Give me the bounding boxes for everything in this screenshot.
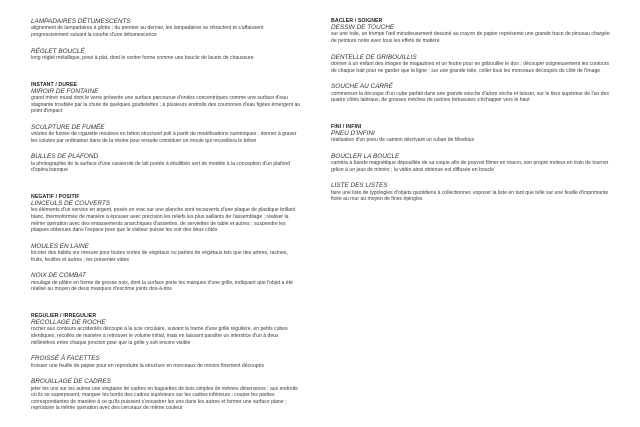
entry (31, 18, 301, 39)
section-negatif-positif (31, 194, 301, 293)
entry-body: grand miroir mural dont le verre présente une surface parcourue d'ondes concentriques comme une surface d'eau stagnante troublée par la chute de quelques gouttelettes ; à plusieurs endroits des couronnes d'eau figées émergent au point d'impact (31, 95, 301, 115)
entry-title: SCULPTURE DE FUMÉE (31, 123, 105, 131)
entry-body: long réglet métallique, posé à plat, dont le centre forme comme une boucle de lacets de chaussure (31, 55, 254, 61)
entry-body: donner à un enfant des images de magazines et un feutre pour en gribouiller le dos ; découper soigneusement les contours de chaque trait pour ne garder que la ligne ; sur une grande toile, coller tous les morceaux découpés du côté de l'image (331, 61, 610, 74)
section-fini-infini (331, 124, 611, 203)
entry-body: sur une toile, un trompe l'œil minutieusement dessiné au crayon de papier représente une grande trace de pinceau chargée de peinture noire avec tous les effets de matière (331, 31, 610, 44)
entry-body: jeter les uns sur les autres une vingtaine de cadres en baguettes de bois simples de mêmes dimensions ; aux endroits où ils se superposent, marquer les bords des cadres supérieurs sur les cadres inférieurs ; couper les parties correspondantes de manière à ce qu'ils puissent s'encastrer les uns dans les autres et former une surface plane ; reproduire la même opération avec des cerceaux de même couleur (31, 385, 298, 412)
entry-title: BROUILLAGE DE CADRES (31, 378, 111, 386)
section-heading: REGULIER / IRREGULIER (31, 312, 97, 319)
entry-title: PNEU D'INFINI (331, 129, 375, 137)
section-heading: NEGATIF / POSITIF (31, 193, 80, 200)
entry (31, 48, 301, 62)
entry-title: SOUCHE AU CARRÉ (331, 83, 393, 91)
section-spacer (31, 302, 301, 313)
entry-body: commencer la découpe d'un cube parfait dans une grande souche d'arbre sèche et laisser, sur le tiers supérieur de l'un des quatre côtés latéraux, de grosses mèches de racines tortueuses s'échapper vers le haut (331, 90, 609, 104)
entry-title: FROISSÉ À FACETTES (31, 355, 100, 363)
entry-title: LISTE DES LISTES (331, 182, 388, 190)
entry-body: moulage de plâtre en forme de grosse noix, dont la surface porte les marques d'une grille, indiquant que l'objet a été réalisé au moyen de deux masques d'escrime joints dos-à-dos (31, 279, 293, 293)
right-column (331, 18, 611, 212)
entry-title: RÉGLET BOUCLÉ (31, 47, 85, 55)
entry-body: réalisation d'un pneu de camion décrivant un ruban de Moebius (331, 137, 475, 144)
section-heading: BACLER / SOIGNER (331, 18, 383, 24)
entry-body: caméra à bande magnétique dépouillée de sa coque afin de pouvoir filmer en macro, son propre moteur en train de tourner grâce à un jeux de miroirs ; la vidéo ainsi obtenue est diffusée en boucle (331, 160, 609, 173)
entry-title: MIROIR DE FONTAINE (31, 87, 99, 95)
section-spacer (331, 113, 611, 124)
entry-title: RECOLLAGE DE ROCHE (31, 318, 106, 326)
entry-title: NOIX DE COMBAT (31, 272, 86, 280)
section-spacer (31, 183, 301, 194)
entry-body: rocher aux contours accidentés découpé à la scie circulaire, suivant la trame d'une grille régulière, en petits cubes identiques, recollés de manière à retrouver le volume initial, mais en laissant paraître un interstice d'un à deux millimètres entre chaque jonction pour que la grille y soit encore visible (31, 326, 288, 346)
entry-body: les éléments d'un service en argent, posés en vrac sur une planche sont recouverts d'une plaque de plastique brillant blanc, thermoformée de manière à épouser avec précision les reliefs les plus saillants de l'assemblage ; réaliser la même opération avec des entassements anarchiques d'assiettes, de serviettes de table et autres ; suspendre les plaques obtenues dans l'espace pour que le visiteur puisse les voir des deux côtés (31, 207, 296, 234)
entry-body: alignement de lampadaires à globe ; du premier au dernier, les lampadaires se rétractent et s'affaissent progressivement suivant la courbe d'une détumescence (31, 25, 264, 38)
section-spacer (31, 71, 301, 82)
section-regulier-irregulier (31, 313, 301, 412)
entry-body: faire une liste de typologies d'objets quotidiens à collectionner, exposer la liste en tant que telle sur une feuille d'imprimante fixée au mur au moyen de fines épingles (331, 189, 609, 203)
entry-title: LINCEULS DE COUVERTS (31, 199, 111, 207)
section-heading: INSTANT / DUREE (31, 81, 78, 88)
entry-title: MOULES EN LAINE (31, 242, 89, 250)
entry-title: LAMPADAIRES DÉTUMESCENTS (31, 18, 131, 25)
entry-body: la photographie de la surface d'une casserole de lait portée à ébullition sert de modèle à la conception d'un plafond d'opéra baroque (31, 160, 291, 174)
section-bacler-soigner (331, 18, 611, 104)
entry-body: volutes de fumée de cigarette moulées en béton structurel poli à partir de modélisations numériques ; donner à graver les volutes par ordinateur dans de la résine pour ensuite constituer un moule qui recueillera le béton (31, 131, 297, 144)
entry-title: BULLES DE PLAFOND (31, 153, 99, 161)
entry-title: BOUCLER LA BOUCLE (331, 152, 400, 160)
section-instant-duree (31, 82, 301, 174)
entry-title: DESSIN DE TOUCHE (331, 24, 395, 31)
entry-body: froisser une feuille de papier pour en reproduire la structure en morceaux de miroirs finement découpés (31, 362, 265, 369)
entry-title: DENTELLE DE GRIBOUILLIS (331, 53, 417, 61)
entry-body: tricoter des habits sur mesure pour toutes sortes de végétaux ou parties de végétaux tels que des arbres, racines, fruits, feuilles et autres ; les présenter vides (31, 250, 288, 263)
left-column (31, 18, 301, 419)
section-heading: FINI / INFINI (331, 123, 362, 130)
